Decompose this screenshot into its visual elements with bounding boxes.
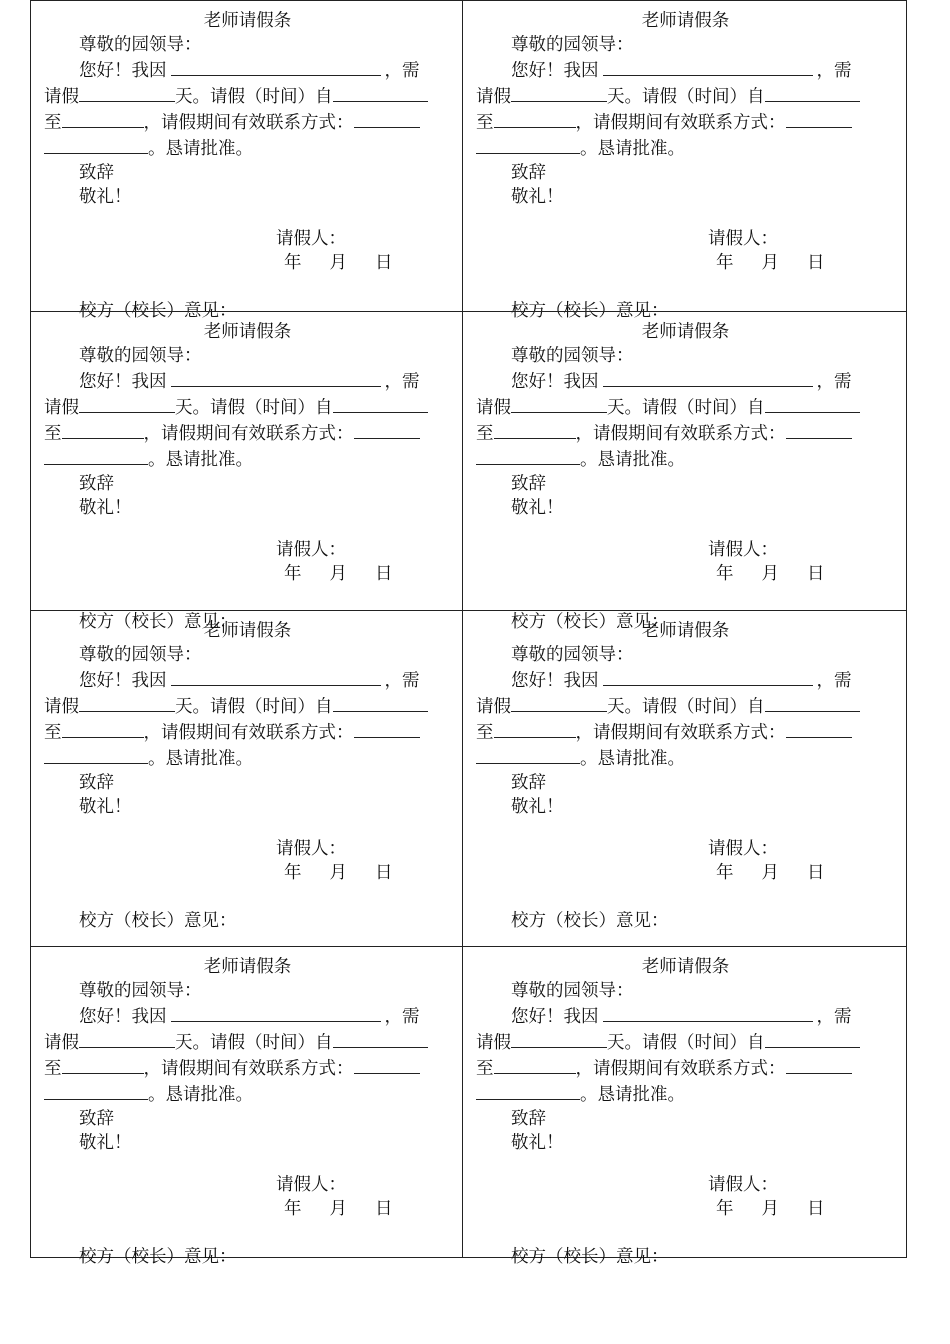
approve-text: 。恳请批准。 bbox=[580, 749, 685, 769]
slip-cell bbox=[463, 611, 906, 946]
principal-opinion-label: 校方（校长）意见： bbox=[511, 612, 669, 632]
date-line bbox=[476, 861, 895, 885]
body-paragraph bbox=[476, 1003, 895, 1107]
day-label: 日 bbox=[375, 253, 393, 273]
day-label: 日 bbox=[807, 863, 825, 883]
need-text: ，需 bbox=[816, 372, 852, 392]
leave-slip bbox=[44, 9, 451, 323]
closing-line-2: 敬礼！ bbox=[511, 1133, 564, 1153]
need-text: ，需 bbox=[384, 61, 420, 81]
reason-blank[interactable] bbox=[603, 1003, 813, 1022]
slip-row bbox=[31, 610, 906, 946]
to-date-blank[interactable] bbox=[494, 1055, 576, 1074]
slip-title: 老师请假条 bbox=[641, 322, 730, 342]
leave-text: 请假 bbox=[476, 1033, 511, 1053]
applicant-label: 请假人： bbox=[276, 839, 346, 859]
closing-line-1: 致辞 bbox=[79, 1109, 114, 1129]
days-text: 天。请假（时间）自 bbox=[607, 87, 765, 107]
contact-blank-continued[interactable] bbox=[476, 446, 580, 465]
to-text: 至 bbox=[476, 113, 494, 133]
month-label: 月 bbox=[329, 564, 347, 584]
need-text: ，需 bbox=[384, 1007, 420, 1027]
greeting-text: 您好！我因 bbox=[79, 61, 167, 81]
greeting-text: 您好！我因 bbox=[511, 372, 599, 392]
date-line bbox=[44, 562, 451, 586]
days-blank[interactable] bbox=[511, 83, 607, 102]
leave-text: 请假 bbox=[476, 398, 511, 418]
principal-opinion-label: 校方（校长）意见： bbox=[511, 911, 669, 931]
days-blank[interactable] bbox=[511, 394, 607, 413]
body-paragraph bbox=[476, 57, 895, 161]
contact-text: ，请假期间有效联系方式： bbox=[575, 1059, 786, 1079]
need-text: ，需 bbox=[816, 1007, 852, 1027]
leave-slip bbox=[476, 955, 895, 1269]
leave-slip bbox=[476, 9, 895, 323]
leave-slip-sheet bbox=[30, 0, 907, 1267]
to-date-blank[interactable] bbox=[62, 420, 144, 439]
days-blank[interactable] bbox=[511, 693, 607, 712]
to-text: 至 bbox=[44, 424, 62, 444]
slip-title: 老师请假条 bbox=[641, 957, 730, 977]
contact-blank[interactable] bbox=[786, 719, 852, 738]
need-text: ，需 bbox=[816, 671, 852, 691]
day-label: 日 bbox=[807, 253, 825, 273]
contact-blank[interactable] bbox=[354, 1055, 420, 1074]
day-label: 日 bbox=[375, 863, 393, 883]
slip-cell bbox=[31, 947, 463, 1267]
contact-blank-continued[interactable] bbox=[476, 745, 580, 764]
contact-text: ，请假期间有效联系方式： bbox=[575, 424, 786, 444]
contact-text: ，请假期间有效联系方式： bbox=[143, 1059, 354, 1079]
closing-line-1: 致辞 bbox=[79, 773, 114, 793]
body-paragraph bbox=[44, 57, 451, 161]
date-line bbox=[476, 251, 895, 275]
day-label: 日 bbox=[375, 564, 393, 584]
contact-text: ，请假期间有效联系方式： bbox=[143, 424, 354, 444]
reason-blank[interactable] bbox=[603, 368, 813, 387]
slip-title: 老师请假条 bbox=[641, 621, 730, 641]
contact-blank[interactable] bbox=[786, 1055, 852, 1074]
reason-blank[interactable] bbox=[603, 667, 813, 686]
slip-title: 老师请假条 bbox=[203, 11, 292, 31]
day-label: 日 bbox=[807, 1199, 825, 1219]
to-date-blank[interactable] bbox=[62, 109, 144, 128]
slip-title: 老师请假条 bbox=[203, 957, 292, 977]
month-label: 月 bbox=[761, 253, 779, 273]
to-date-blank[interactable] bbox=[494, 719, 576, 738]
salutation: 尊敬的园领导： bbox=[511, 346, 634, 366]
day-label: 日 bbox=[807, 564, 825, 584]
body-paragraph bbox=[476, 368, 895, 472]
approve-text: 。恳请批准。 bbox=[148, 450, 253, 470]
leave-slip bbox=[476, 619, 895, 933]
contact-blank[interactable] bbox=[354, 109, 420, 128]
slip-title: 老师请假条 bbox=[203, 621, 292, 641]
closing-line-1: 致辞 bbox=[511, 163, 546, 183]
days-text: 天。请假（时间）自 bbox=[175, 697, 333, 717]
date-line bbox=[476, 1197, 895, 1221]
closing-line-2: 敬礼！ bbox=[511, 797, 564, 817]
days-blank[interactable] bbox=[79, 394, 175, 413]
year-label: 年 bbox=[716, 1199, 734, 1219]
days-text: 天。请假（时间）自 bbox=[607, 398, 765, 418]
leave-slip bbox=[44, 320, 451, 634]
date-line bbox=[476, 562, 895, 586]
from-date-blank[interactable] bbox=[765, 83, 860, 102]
to-date-blank[interactable] bbox=[494, 420, 576, 439]
contact-blank[interactable] bbox=[786, 109, 852, 128]
month-label: 月 bbox=[329, 253, 347, 273]
leave-text: 请假 bbox=[476, 87, 511, 107]
slip-cell bbox=[31, 312, 463, 632]
to-text: 至 bbox=[476, 723, 494, 743]
slip-cell bbox=[31, 611, 463, 946]
days-blank[interactable] bbox=[79, 1029, 175, 1048]
month-label: 月 bbox=[761, 1199, 779, 1219]
slip-cell bbox=[463, 312, 906, 632]
reason-blank[interactable] bbox=[603, 57, 813, 76]
from-date-blank[interactable] bbox=[765, 394, 860, 413]
reason-blank[interactable] bbox=[171, 57, 381, 76]
from-date-blank[interactable] bbox=[333, 693, 428, 712]
days-blank[interactable] bbox=[79, 693, 175, 712]
leave-text: 请假 bbox=[476, 697, 511, 717]
to-text: 至 bbox=[44, 1059, 62, 1079]
slip-row bbox=[31, 311, 906, 632]
need-text: ，需 bbox=[384, 372, 420, 392]
slip-cell bbox=[463, 1, 906, 321]
applicant-label: 请假人： bbox=[276, 229, 346, 249]
to-text: 至 bbox=[44, 723, 62, 743]
salutation: 尊敬的园领导： bbox=[79, 981, 202, 1001]
month-label: 月 bbox=[329, 863, 347, 883]
applicant-label: 请假人： bbox=[708, 1175, 778, 1195]
from-date-blank[interactable] bbox=[333, 1029, 428, 1048]
applicant-label: 请假人： bbox=[708, 540, 778, 560]
contact-blank-continued[interactable] bbox=[476, 1081, 580, 1100]
year-label: 年 bbox=[284, 863, 302, 883]
from-date-blank[interactable] bbox=[333, 394, 428, 413]
contact-blank-continued[interactable] bbox=[44, 1081, 148, 1100]
greeting-text: 您好！我因 bbox=[79, 372, 167, 392]
date-line bbox=[44, 1197, 451, 1221]
principal-opinion-label: 校方（校长）意见： bbox=[511, 1247, 669, 1267]
to-date-blank[interactable] bbox=[494, 109, 576, 128]
contact-blank-continued[interactable] bbox=[476, 135, 580, 154]
closing-line-1: 致辞 bbox=[511, 1109, 546, 1129]
approve-text: 。恳请批准。 bbox=[580, 1085, 685, 1105]
leave-slip bbox=[44, 619, 451, 933]
closing-line-1: 致辞 bbox=[79, 474, 114, 494]
from-date-blank[interactable] bbox=[765, 693, 860, 712]
year-label: 年 bbox=[284, 564, 302, 584]
approve-text: 。恳请批准。 bbox=[580, 450, 685, 470]
need-text: ，需 bbox=[816, 61, 852, 81]
closing-line-2: 敬礼！ bbox=[511, 498, 564, 518]
to-text: 至 bbox=[44, 113, 62, 133]
closing-line-2: 敬礼！ bbox=[79, 498, 132, 518]
contact-text: ，请假期间有效联系方式： bbox=[143, 113, 354, 133]
closing-line-2: 敬礼！ bbox=[511, 187, 564, 207]
principal-opinion-label: 校方（校长）意见： bbox=[79, 1247, 237, 1267]
reason-blank[interactable] bbox=[171, 667, 381, 686]
applicant-label: 请假人： bbox=[276, 1175, 346, 1195]
contact-blank-continued[interactable] bbox=[44, 135, 148, 154]
date-line bbox=[44, 251, 451, 275]
leave-text: 请假 bbox=[44, 697, 79, 717]
to-text: 至 bbox=[476, 424, 494, 444]
to-text: 至 bbox=[476, 1059, 494, 1079]
leave-text: 请假 bbox=[44, 1033, 79, 1053]
approve-text: 。恳请批准。 bbox=[148, 749, 253, 769]
applicant-label: 请假人： bbox=[708, 839, 778, 859]
from-date-blank[interactable] bbox=[765, 1029, 860, 1048]
contact-blank-continued[interactable] bbox=[44, 446, 148, 465]
year-label: 年 bbox=[284, 253, 302, 273]
greeting-text: 您好！我因 bbox=[79, 1007, 167, 1027]
days-text: 天。请假（时间）自 bbox=[175, 1033, 333, 1053]
body-paragraph bbox=[44, 368, 451, 472]
reason-blank[interactable] bbox=[171, 1003, 381, 1022]
salutation: 尊敬的园领导： bbox=[511, 645, 634, 665]
month-label: 月 bbox=[761, 564, 779, 584]
salutation: 尊敬的园领导： bbox=[511, 35, 634, 55]
greeting-text: 您好！我因 bbox=[79, 671, 167, 691]
days-text: 天。请假（时间）自 bbox=[175, 398, 333, 418]
closing-line-1: 致辞 bbox=[511, 773, 546, 793]
body-paragraph bbox=[44, 1003, 451, 1107]
slip-row bbox=[31, 0, 906, 321]
contact-text: ，请假期间有效联系方式： bbox=[575, 113, 786, 133]
contact-blank[interactable] bbox=[786, 420, 852, 439]
reason-blank[interactable] bbox=[171, 368, 381, 387]
salutation: 尊敬的园领导： bbox=[79, 645, 202, 665]
leave-text: 请假 bbox=[44, 87, 79, 107]
days-blank[interactable] bbox=[511, 1029, 607, 1048]
closing-line-2: 敬礼！ bbox=[79, 187, 132, 207]
year-label: 年 bbox=[716, 564, 734, 584]
contact-blank[interactable] bbox=[354, 420, 420, 439]
need-text: ，需 bbox=[384, 671, 420, 691]
closing-line-1: 致辞 bbox=[511, 474, 546, 494]
day-label: 日 bbox=[375, 1199, 393, 1219]
slip-cell bbox=[31, 1, 463, 321]
contact-blank-continued[interactable] bbox=[44, 745, 148, 764]
days-blank[interactable] bbox=[79, 83, 175, 102]
month-label: 月 bbox=[761, 863, 779, 883]
days-text: 天。请假（时间）自 bbox=[175, 87, 333, 107]
principal-opinion-label: 校方（校长）意见： bbox=[79, 911, 237, 931]
leave-text: 请假 bbox=[44, 398, 79, 418]
year-label: 年 bbox=[716, 863, 734, 883]
year-label: 年 bbox=[716, 253, 734, 273]
month-label: 月 bbox=[329, 1199, 347, 1219]
slip-row bbox=[31, 946, 906, 1267]
greeting-text: 您好！我因 bbox=[511, 1007, 599, 1027]
leave-slip bbox=[44, 955, 451, 1269]
slip-cell bbox=[463, 947, 906, 1267]
principal-opinion-label: 校方（校长）意见： bbox=[79, 301, 237, 321]
days-text: 天。请假（时间）自 bbox=[607, 1033, 765, 1053]
to-date-blank[interactable] bbox=[62, 1055, 144, 1074]
contact-text: ，请假期间有效联系方式： bbox=[575, 723, 786, 743]
greeting-text: 您好！我因 bbox=[511, 61, 599, 81]
year-label: 年 bbox=[284, 1199, 302, 1219]
closing-line-2: 敬礼！ bbox=[79, 1133, 132, 1153]
principal-opinion-label: 校方（校长）意见： bbox=[511, 301, 669, 321]
closing-line-1: 致辞 bbox=[79, 163, 114, 183]
applicant-label: 请假人： bbox=[276, 540, 346, 560]
applicant-label: 请假人： bbox=[708, 229, 778, 249]
salutation: 尊敬的园领导： bbox=[79, 35, 202, 55]
body-paragraph bbox=[44, 667, 451, 771]
contact-text: ，请假期间有效联系方式： bbox=[143, 723, 354, 743]
slip-title: 老师请假条 bbox=[203, 322, 292, 342]
salutation: 尊敬的园领导： bbox=[511, 981, 634, 1001]
to-date-blank[interactable] bbox=[62, 719, 144, 738]
greeting-text: 您好！我因 bbox=[511, 671, 599, 691]
days-text: 天。请假（时间）自 bbox=[607, 697, 765, 717]
approve-text: 。恳请批准。 bbox=[148, 1085, 253, 1105]
body-paragraph bbox=[476, 667, 895, 771]
date-line bbox=[44, 861, 451, 885]
leave-slip bbox=[476, 320, 895, 634]
closing-line-2: 敬礼！ bbox=[79, 797, 132, 817]
contact-blank[interactable] bbox=[354, 719, 420, 738]
approve-text: 。恳请批准。 bbox=[580, 139, 685, 159]
salutation: 尊敬的园领导： bbox=[79, 346, 202, 366]
from-date-blank[interactable] bbox=[333, 83, 428, 102]
approve-text: 。恳请批准。 bbox=[148, 139, 253, 159]
principal-opinion-label: 校方（校长）意见： bbox=[79, 612, 237, 632]
slip-title: 老师请假条 bbox=[641, 11, 730, 31]
